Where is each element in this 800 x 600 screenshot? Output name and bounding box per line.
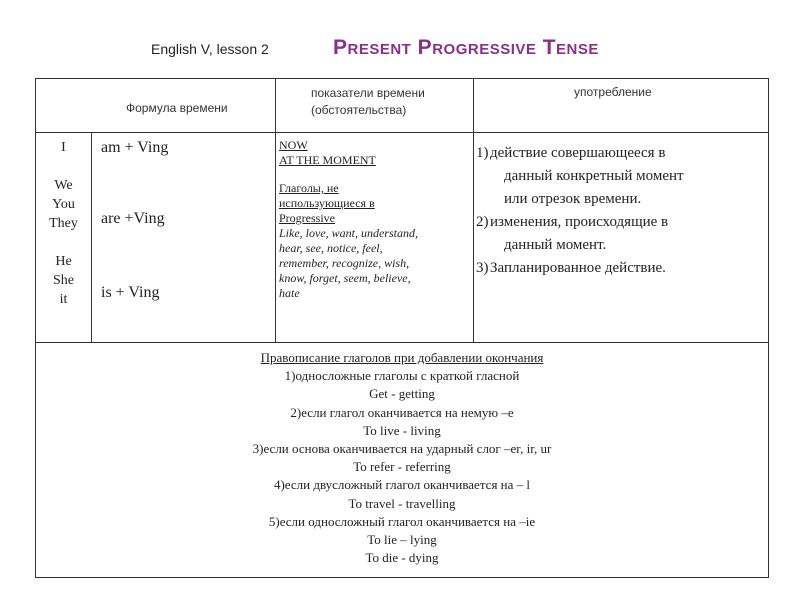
grammar-table: [35, 78, 769, 578]
verbs-line-3: remember, recognize, wish,: [279, 256, 410, 270]
spelling-line: 2)если глагол оканчивается на немую –e: [290, 404, 514, 420]
spelling-line: 1)односложные глаголы с краткой гласной: [284, 368, 520, 384]
pronoun-she: She: [53, 273, 74, 288]
usage-cell: [474, 133, 769, 343]
usage-1-line-2: данный конкретный момент: [504, 168, 684, 184]
spelling-line: To travel - travelling: [348, 495, 456, 511]
pronoun-it: it: [59, 292, 68, 307]
spelling-line: To lie – lying: [367, 532, 437, 548]
pronoun-he: He: [55, 254, 72, 269]
verbs-line-2: hear, see, notice, feel,: [279, 241, 383, 255]
spelling-line: To refer - referring: [353, 459, 451, 475]
spelling-line: 3)если основа оканчивается на ударный слог –er, ir, ur: [252, 441, 552, 457]
pronoun-we: We: [54, 178, 73, 193]
nonprogressive-title-3: Progressive: [279, 211, 335, 225]
nonprogressive-title-2: использующиеся в: [279, 196, 375, 210]
pronoun-you: You: [52, 197, 75, 212]
spelling-line: 5)если односложный глагол оканчивается на –ie: [268, 513, 536, 529]
header-formula: Формула времени: [126, 101, 228, 115]
usage-item-3: [476, 257, 768, 280]
usage-2-line-1: изменения, происходящие в: [490, 214, 669, 230]
spelling-line: To live - living: [363, 422, 441, 438]
header-usage: употребление: [574, 85, 652, 99]
pronouns-cell: [36, 133, 92, 343]
spelling-line: To die - dying: [365, 550, 439, 566]
spelling-row: [36, 343, 769, 578]
usage-2-line-2: данный момент.: [504, 237, 607, 253]
page-title: Present Progressive Tense: [333, 36, 599, 59]
pronoun-i: I: [61, 140, 66, 155]
formula-are: are +Ving: [101, 210, 165, 227]
usage-1-line-1: действие совершающееся в: [490, 145, 666, 161]
formula-am: am + Ving: [101, 139, 169, 156]
course-label: English V, lesson 2: [151, 41, 269, 57]
verbs-line-4: know, forget, seem, believe,: [279, 271, 411, 285]
marker-now: NOW: [279, 138, 308, 152]
usage-3-line-1: Запланированное действие.: [490, 260, 666, 276]
spelling-cell: [36, 343, 769, 578]
usage-num-3: 3): [476, 260, 489, 276]
body-row: [36, 133, 769, 343]
usage-list: [474, 142, 768, 280]
usage-item-1: [476, 142, 768, 211]
header-markers-cell: [276, 79, 474, 133]
spelling-line: 4)если двусложный глагол оканчивается на – l: [273, 477, 531, 493]
formula-cell: [92, 133, 276, 343]
spelling-title: Правописание глаголов при добавлении окончания: [260, 350, 544, 365]
usage-item-2: [476, 211, 768, 257]
usage-num-1: 1): [476, 145, 489, 161]
header-formula-cell: [36, 79, 276, 133]
spelling-line: Get - getting: [369, 386, 435, 402]
verbs-line-1: Like, love, want, understand,: [279, 226, 418, 240]
header-markers: показатели времени (обстоятельства): [311, 86, 425, 117]
marker-at-the-moment: AT THE MOMENT: [279, 153, 376, 167]
usage-num-2: 2): [476, 214, 489, 230]
verbs-line-5: hate: [279, 286, 300, 300]
formula-is: is + Ving: [101, 284, 160, 301]
pronoun-they: They: [49, 216, 78, 231]
header-usage-cell: [474, 79, 769, 133]
nonprogressive-title-1: Глаголы, не: [279, 181, 339, 195]
markers-cell: [276, 133, 474, 343]
usage-1-line-3: или отрезок времени.: [504, 191, 642, 207]
header-row: [36, 79, 769, 133]
